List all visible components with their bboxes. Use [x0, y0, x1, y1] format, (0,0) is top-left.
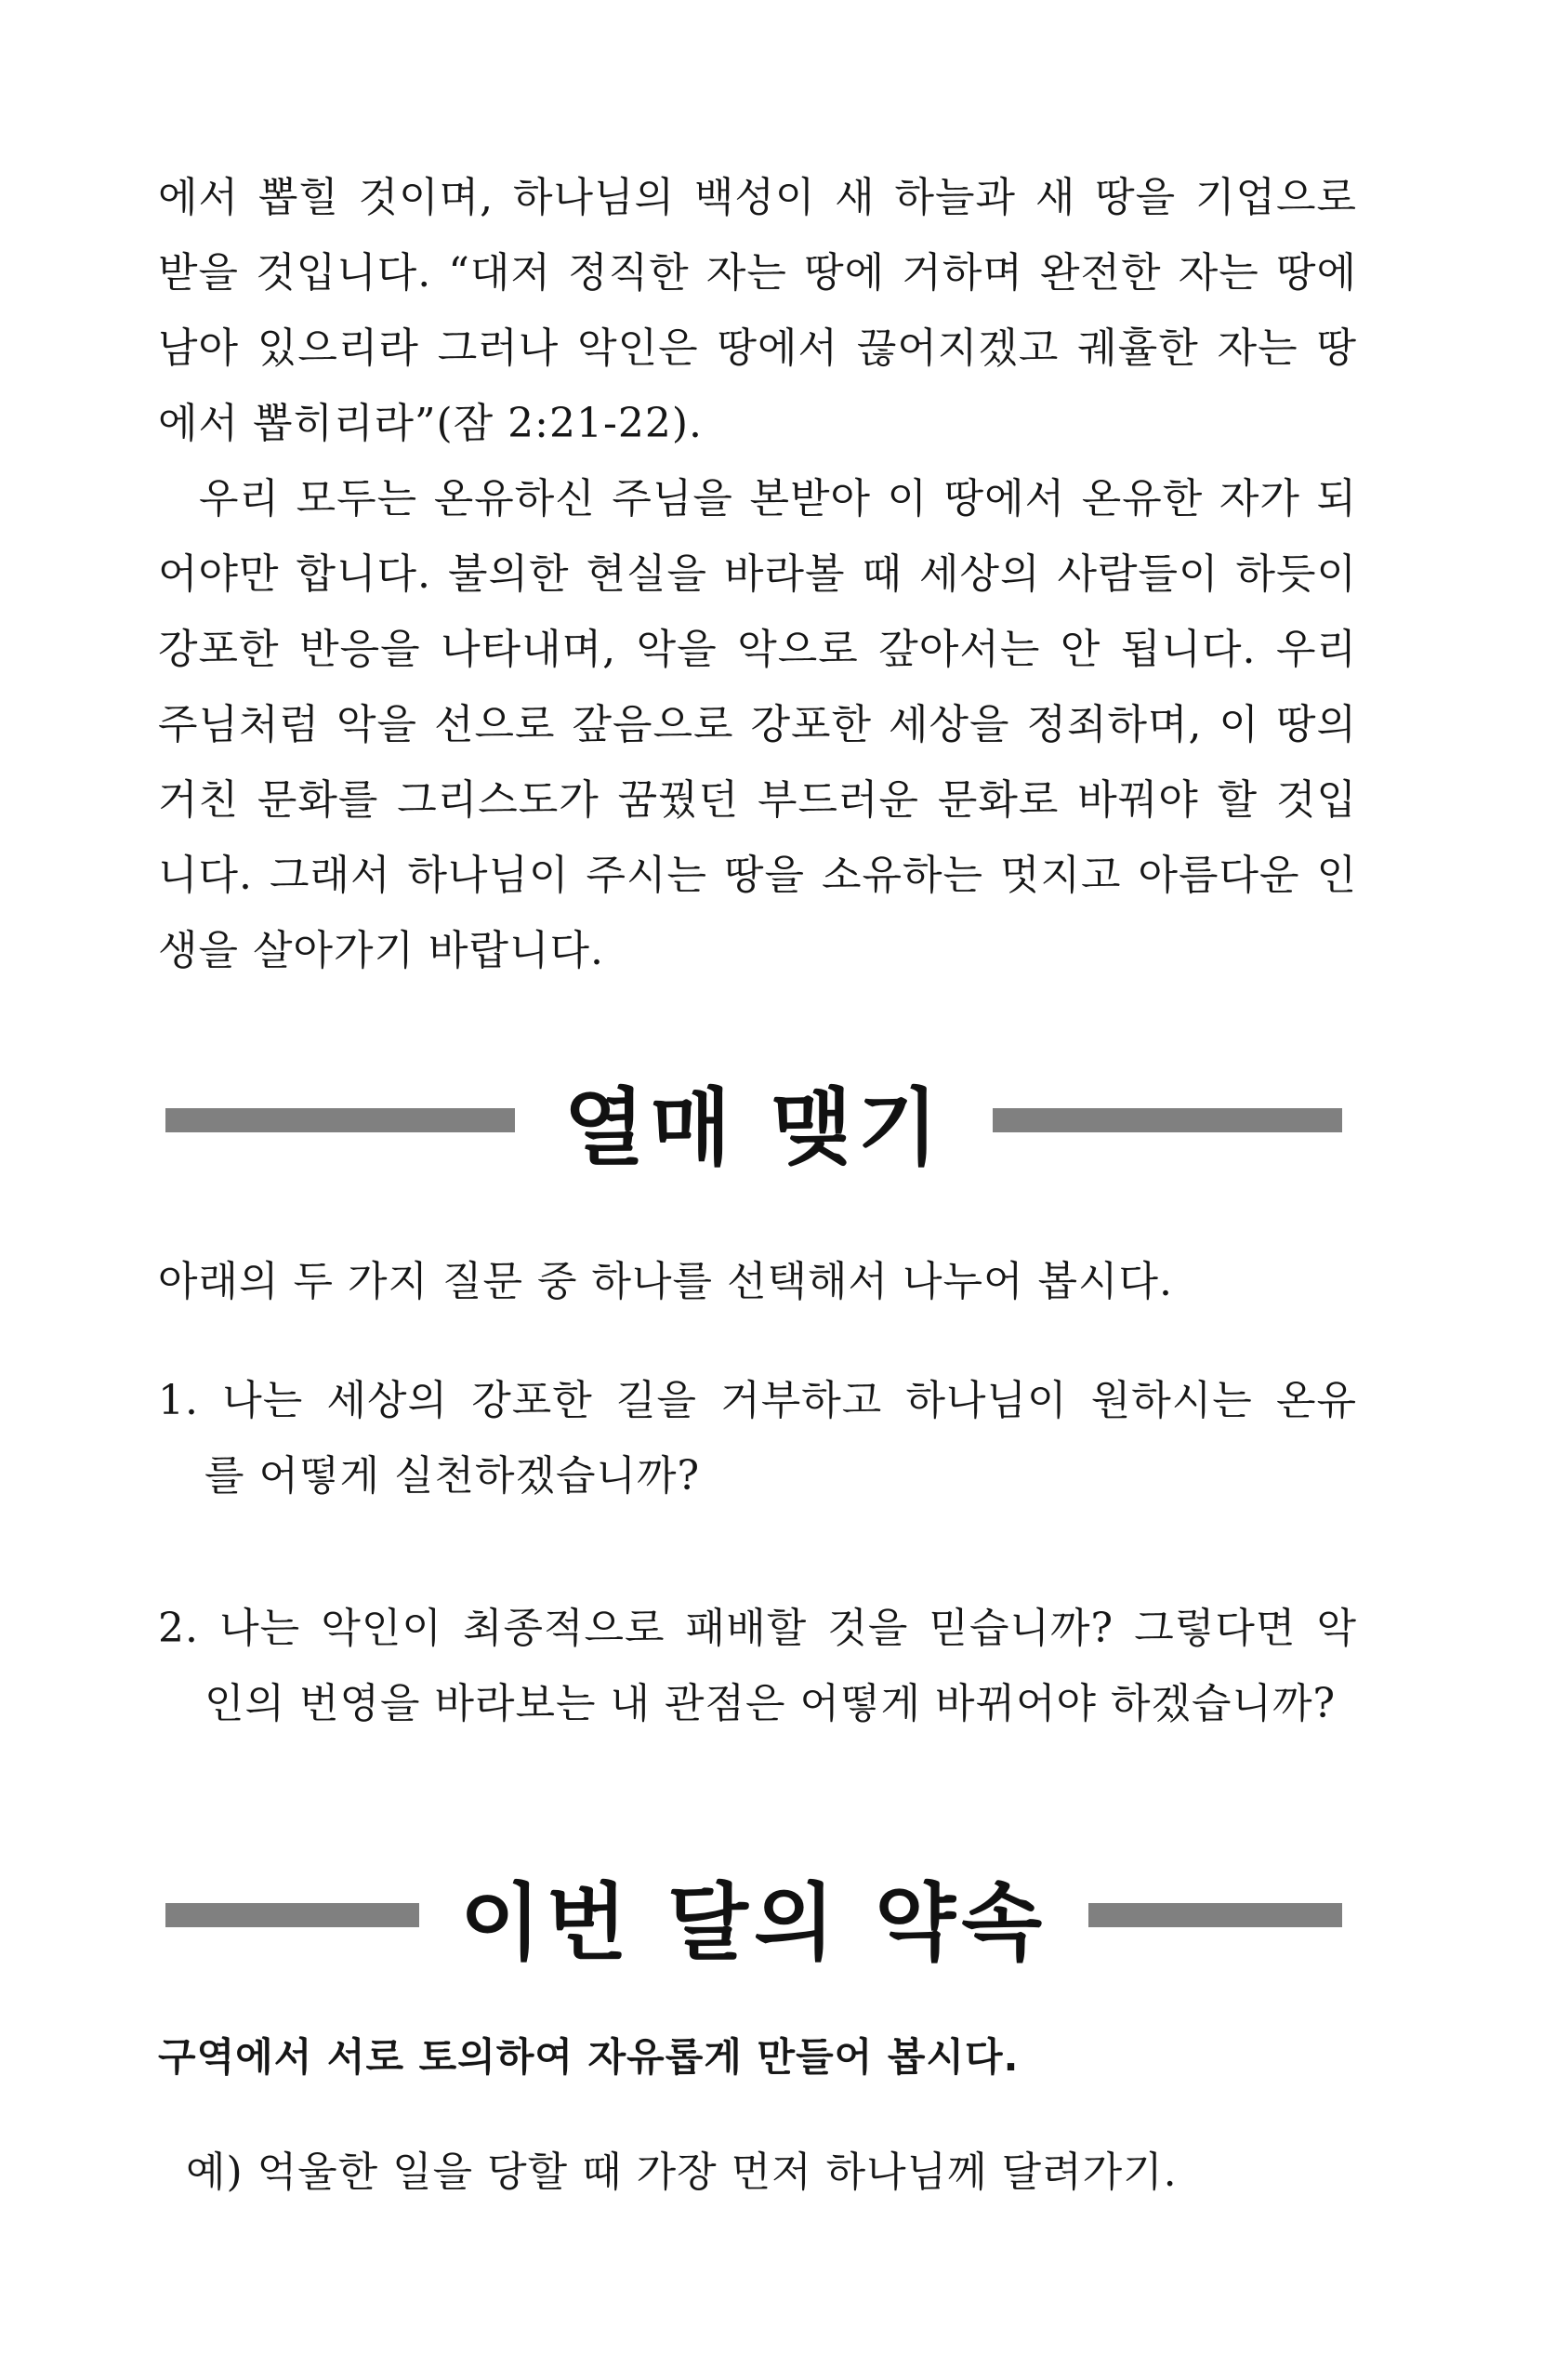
section-heading-fruit — [165, 1069, 1342, 1177]
fruit-intro-text: 아래의 두 가지 질문 중 하나를 선택해서 나누어 봅시다. — [158, 1258, 1173, 1305]
question-1-line-2: 를 어떻게 실천하겠습니까? — [204, 1452, 701, 1500]
section-heading-promise — [165, 1864, 1342, 1972]
promise-example-text: 예) 억울한 일을 당할 때 가장 먼저 하나님께 달려가기. — [186, 2149, 1178, 2196]
heading-bar-left — [165, 1108, 515, 1132]
question-2-line-2: 인의 번영을 바라보는 내 관점은 어떻게 바뀌어야 하겠습니까? — [204, 1680, 1337, 1727]
paragraph-continuation: 에서 뽑힐 것이며, 하나님의 백성이 새 하늘과 새 땅을 기업으로 받을 것입니다. “대저 정직한 자는 땅에 거하며 완전한 자는 땅에 남아 있으리라 그러나 악인은 땅에서 끊어지겠고 궤휼한 자는 땅에서 뽑히리라”(잠 2:21-22). — [158, 174, 1357, 447]
question-item-2 — [158, 1591, 1357, 1741]
question-2-line-1: 2. 나는 악인이 최종적으로 패배할 것을 믿습니까? 그렇다면 악 — [158, 1605, 1357, 1652]
question-item-1 — [158, 1363, 1357, 1514]
heading-bar-left — [165, 1903, 419, 1927]
paragraph-meekness: 우리 모두는 온유하신 주님을 본받아 이 땅에서 온유한 자가 되어야만 합니다. 불의한 현실을 바라볼 때 세상의 사람들이 하듯이 강포한 반응을 나타내며, 악을 악으로 갚아서는 안 됩니다. 우리 주님처럼 악을 선으로 갚음으로 강포한 세상을 정죄하며, 이 땅의 거친 문화를 그리스도가 꿈꿨던 부드러운 문화로 바꿔야 할 것입니다. 그래서 하나님이 주시는 땅을 소유하는 멋지고 아름다운 인생을 살아가기 바랍니다. — [158, 475, 1357, 974]
heading-bar-right — [993, 1108, 1342, 1132]
promise-intro-text: 구역에서 서로 토의하여 자유롭게 만들어 봅시다. — [158, 2034, 1020, 2080]
question-1-line-1: 1. 나는 세상의 강포한 길을 거부하고 하나님이 원하시는 온유 — [158, 1377, 1357, 1424]
section-title-fruit: 열매 맺기 — [563, 1079, 944, 1177]
heading-bar-right — [1088, 1903, 1342, 1927]
section-title-promise: 이번 달의 약속 — [459, 1874, 1048, 1972]
